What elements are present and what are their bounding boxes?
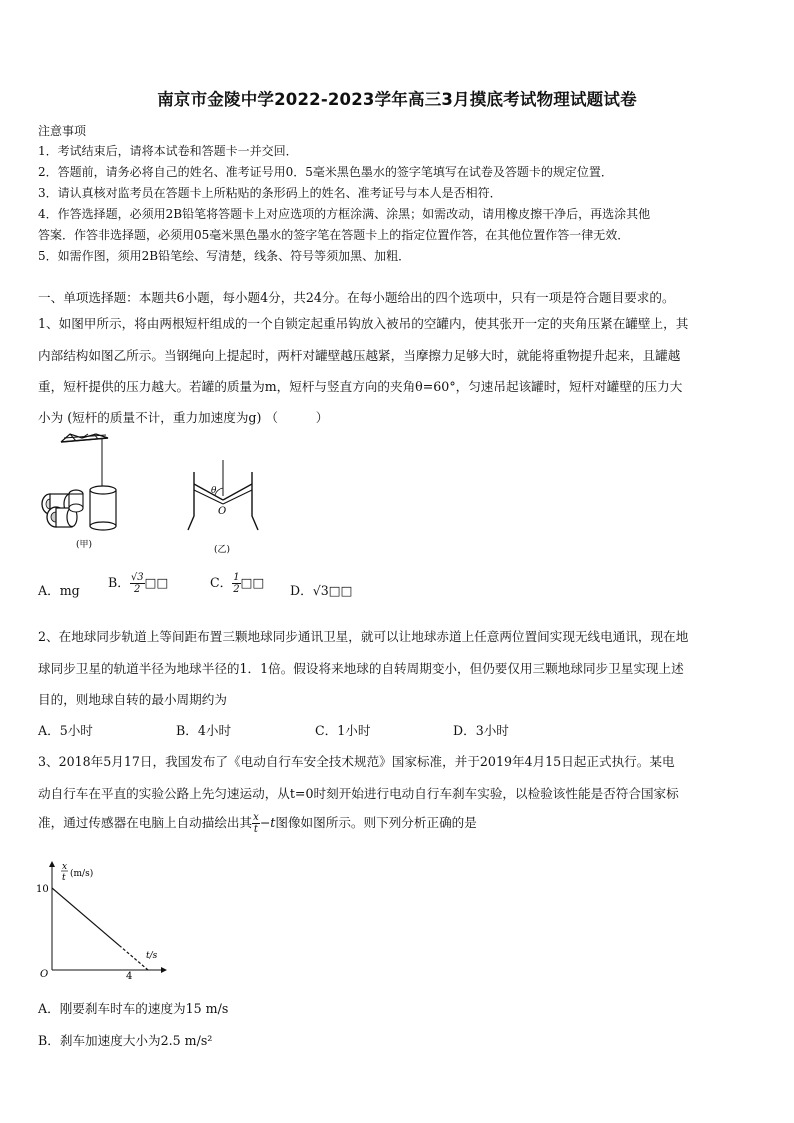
y-axis-label-den: t: [62, 873, 66, 883]
question-1-line: 小为 (短杆的质量不计，重力加速度为g) （ ）: [38, 410, 329, 425]
origin-label: O: [40, 969, 49, 980]
notice-item: 1．考试结束后，请将本试卷和答题卡一并交回．: [38, 144, 298, 158]
question-3-line: 动自行车在平直的实验公路上先匀速运动，从t=0时刻开始进行电动自行车刹车实验，以检验该性能是否符合国家标: [38, 786, 679, 801]
q2-option-d: D．3小时: [453, 723, 509, 738]
q1-option-b: B． $\frac{√3}{2}$ □□: [108, 572, 169, 595]
question-1-line: 1、如图甲所示，将由两根短杆组成的一个自锁定起重吊钩放入被吊的空罐内，使其张开一定的夹角压紧在罐壁上，其: [38, 316, 689, 331]
series-line-solid: [52, 888, 119, 945]
question-3-line: 准，通过传感器在电脑上自动描绘出其 $\frac{x}{t}$ −t图像如图所示。则下列分析正确的是: [38, 812, 477, 835]
q1-option-a: A．mg: [38, 583, 80, 598]
figure-yi-hook-diagram: [180, 440, 270, 555]
q2-option-a: A．5小时: [38, 723, 93, 738]
question-2-line: 2、在地球同步轨道上等间距布置三颗地球同步通讯卫星，就可以让地球赤道上任意两位置间实现无线电通讯，现在地: [38, 629, 689, 644]
y-tick-label: 10: [36, 884, 49, 895]
q2-option-c: C．1小时: [315, 723, 371, 738]
figure-jia-caption: (甲): [76, 540, 93, 550]
question-1-line: 内部结构如图乙所示。当钢绳向上提起时，两杆对罐壁越压越紧，当摩擦力足够大时，就能将重物提升起来，且罐越: [38, 348, 681, 363]
q3-option-b: B．刹车加速度大小为2.5 m/s²: [38, 1033, 213, 1048]
notice-item: 5．如需作图，须用2B铅笔绘、写清楚，线条、符号等须加黑、加粗．: [38, 249, 411, 263]
q3-option-a: A．刚要刹车时车的速度为15 m/s: [38, 1001, 229, 1016]
series-line-dashed: [119, 945, 148, 970]
question-2-line: 目的，则地球自转的最小周期约为: [38, 692, 227, 707]
notice-item: 2．答题前，请务必将自己的姓名、准考证号用0．5毫米黑色墨水的签字笔填写在试卷及答题卡的规定位置．: [38, 165, 613, 179]
section-heading: 一、单项选择题：本题共6小题，每小题4分，共24分。在每小题给出的四个选项中，只有一项是符合题目要求的。: [38, 290, 675, 305]
notice-item: 4．作答选择题，必须用2B铅笔将答题卡上对应选项的方框涂满、涂黑；如需改动，请用橡皮擦干净后，再选涂其他: [38, 207, 651, 221]
figure-jia-crane: [36, 432, 146, 557]
question-3-line: 3、2018年5月17日，我国发布了《电动自行车安全技术规范》国家标准，并于2019年4月15日起正式执行。某电: [38, 754, 675, 769]
x-tick-label: 4: [126, 971, 133, 980]
page-title: 南京市金陵中学2022-2023学年高三3月摸底考试物理试题试卷: [157, 90, 637, 109]
y-axis-label-num: x: [62, 862, 68, 872]
notice-item: 答案．作答非选择题，必须用05毫米黑色墨水的签字笔在答题卡上的指定位置作答，在其他位置作答一律无效．: [38, 228, 630, 242]
q2-option-b: B．4小时: [176, 723, 232, 738]
q1-option-d: D．√3□□: [290, 583, 353, 598]
x-axis-label: t/s: [146, 951, 158, 961]
notice-heading: 注意事项: [38, 124, 87, 138]
figure-yi-origin: O: [218, 506, 227, 517]
xt-t-chart: [34, 858, 174, 980]
question-1-line: 重，短杆提供的压力越大。若罐的质量为m，短杆与竖直方向的夹角θ=60°，匀速吊起该罐时，短杆对罐壁的压力大: [38, 379, 683, 394]
y-axis-unit: (m/s): [70, 869, 94, 879]
notice-item: 3．请认真核对监考员在答题卡上所粘贴的条形码上的姓名、准考证号与本人是否相符．: [38, 186, 502, 200]
q1-option-c: C． $\frac{1}{2}$ □□: [210, 572, 265, 595]
figure-yi-theta: θ: [211, 486, 217, 496]
figure-yi-caption: (乙): [214, 545, 231, 555]
question-2-line: 球同步卫星的轨道半径为地球半径的1．1倍。假设将来地球的自转周期变小，但仍要仅用三颗地球同步卫星实现上述: [38, 661, 684, 676]
